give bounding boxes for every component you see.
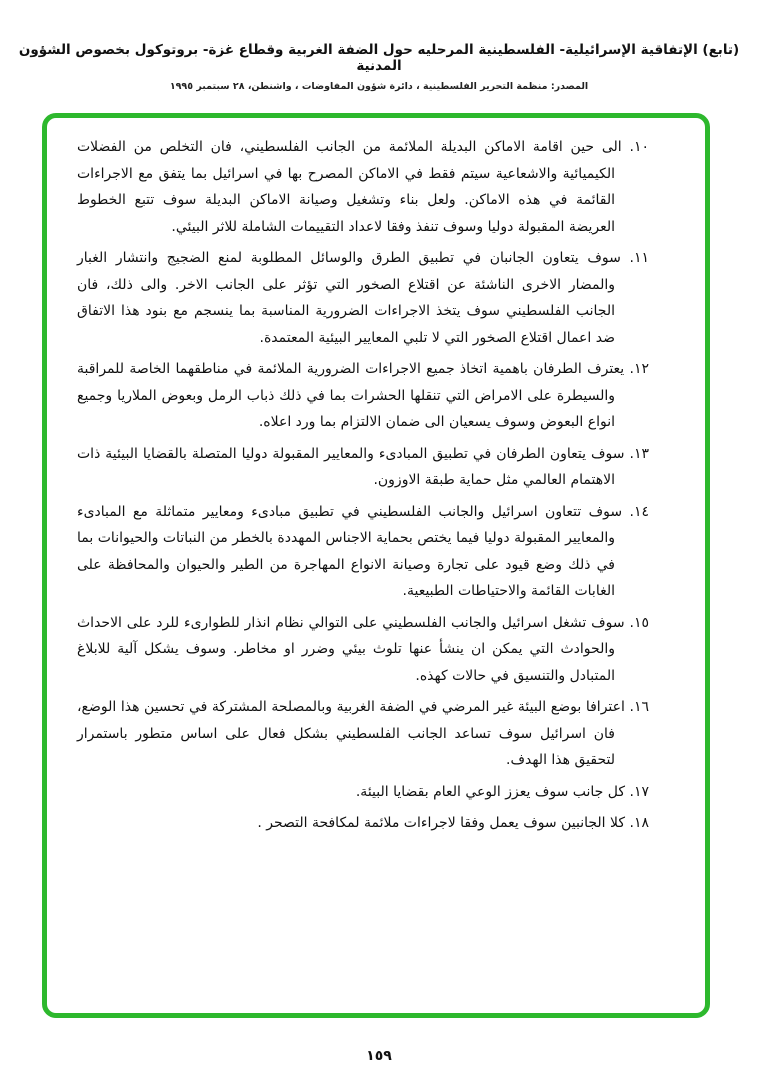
paragraph-text: سوف يتعاون الطرفان في تطبيق المبادىء والمعايير المقبولة دوليا المتصلة بالقضايا البيئية ذات الاهتمام العالمي مثل حماية طبقة الاوزون. [77,445,625,488]
paragraph-number: ١٢. [624,361,649,377]
document-source-line: المصدر: منظمة التحرير الفلسطينية ، دائرة شؤون المفاوضات ، واشنطن، ٢٨ سبتمبر ١٩٩٥ [169,81,589,92]
document-header [0,0,758,92]
paragraph-text: الى حين اقامة الاماكن البديلة الملائمة من الجانب الفلسطيني، فان التخلص من الفضلات الكيميائية والاشعاعية سيتم فقط في الاماكن المصرح بها في اسرائيل بما يتفق مع الاجراءات القائمة في هذه الاماكن. ولعل بناء وتشغيل وصيانة الاماكن البديلة سوف تتبع الخطوط العريضة المقبولة دوليا وسوف تنفذ وفقا لاعداد التقييمات الشاملة للاثر البيئي. [77,139,622,235]
paragraph-text: اعترافا بوضع البيئة غير المرضي في الضفة الغربية وبالمصلحة المشتركة في تحسين هذا الوضع، فان اسرائيل سوف تساعد الجانب الفلسطيني بشكل فعال على اساس متطور باستمرار لتحقيق هذا الهدف. [77,699,625,768]
paragraph-text: كل جانب سوف يعزز الوعي العام بقضايا البيئة. [355,783,626,800]
paragraph-text: سوف تشغل اسرائيل والجانب الفلسطيني على التوالي نظام انذار للطوارىء للرد على الاحداث والحوادث التي يمكن ان ينشأ عنها تلوث بيئي وضرر او مخاطر. وسوف يشكل آلية للابلاغ المتبادل والتنسيق في حالات كهذه. [77,614,625,684]
paragraph [77,810,649,837]
paragraph-number: ١٤. [622,503,649,520]
paragraph [77,134,649,240]
paragraph [77,356,649,436]
paragraph-number: ١٦. [624,699,649,715]
content-frame [42,113,710,1018]
paragraph-text: يعترف الطرفان باهمية اتخاذ جميع الاجراءات الضرورية الملائمة في مناطقهما الخاصة للمراقبة والسيطرة على الامراض التي تنقلها الحشرات بما في ذلك ذباب الرمل وبعوض الملاريا وجميع انواع البعوض وسوف يسعيان الى ضمان الالتزام بما ورد اعلاه. [77,361,625,430]
paragraph-number: ١٨. [625,815,649,831]
paragraph-text: سوف تتعاون اسرائيل والجانب الفلسطيني في تطبيق مبادىء ومعايير متماثلة مع المبادىء والمعايير المقبولة دوليا فيما يختص بحماية الاجناس المهددة بالخطر من النباتات والحيوانات بما في ذلك وضع قيود على تجارة وصيانة الانواع المهاجرة من الطير والحيوان والمحافظة على الغابات القائمة والاحتياطات الطبيعية. [77,503,623,599]
paragraph-number: ١٠. [621,139,649,155]
paragraph-number: ١٥. [624,614,650,631]
paragraph-list [47,118,705,837]
page-number: ١٥٩ [366,1048,392,1064]
paragraph [77,441,649,494]
paragraph [77,694,649,774]
document-title: (تابع) الإتفاقية الإسرائيلية- الفلسطينية المرحليه حول الضفة الغربية وقطاع غزة- بروتوكول بخصوص الشؤون المدنية [18,42,740,74]
paragraph-number: ١٣. [624,445,649,462]
paragraph [77,245,649,351]
paragraph-number: ١١. [620,250,649,266]
paragraph-text: كلا الجانبين سوف يعمل وفقا لاجراءات ملائمة لمكافحة التصحر . [257,815,626,831]
paragraph-number: ١٧. [625,783,649,800]
paragraph-text: سوف يتعاون الجانبان في تطبيق الطرق والوسائل المطلوبة لمنع الضجيج وانتشار الغبار والمضار الاخرى الناشئة عن اقتلاع الصخور التي تؤثر على الجانب الاخر. والى ذلك، فان الجانب الفلسطيني سوف يتخذ الاجراءات الضرورية المناسبة بما ينسجم مع بنود هذا الاتفاق ضد اعمال اقتلاع الصخور التي لا تلبي المعايير البيئية المعتمدة. [77,250,621,346]
paragraph [77,779,649,806]
paragraph [77,610,649,690]
paragraph [77,499,649,605]
